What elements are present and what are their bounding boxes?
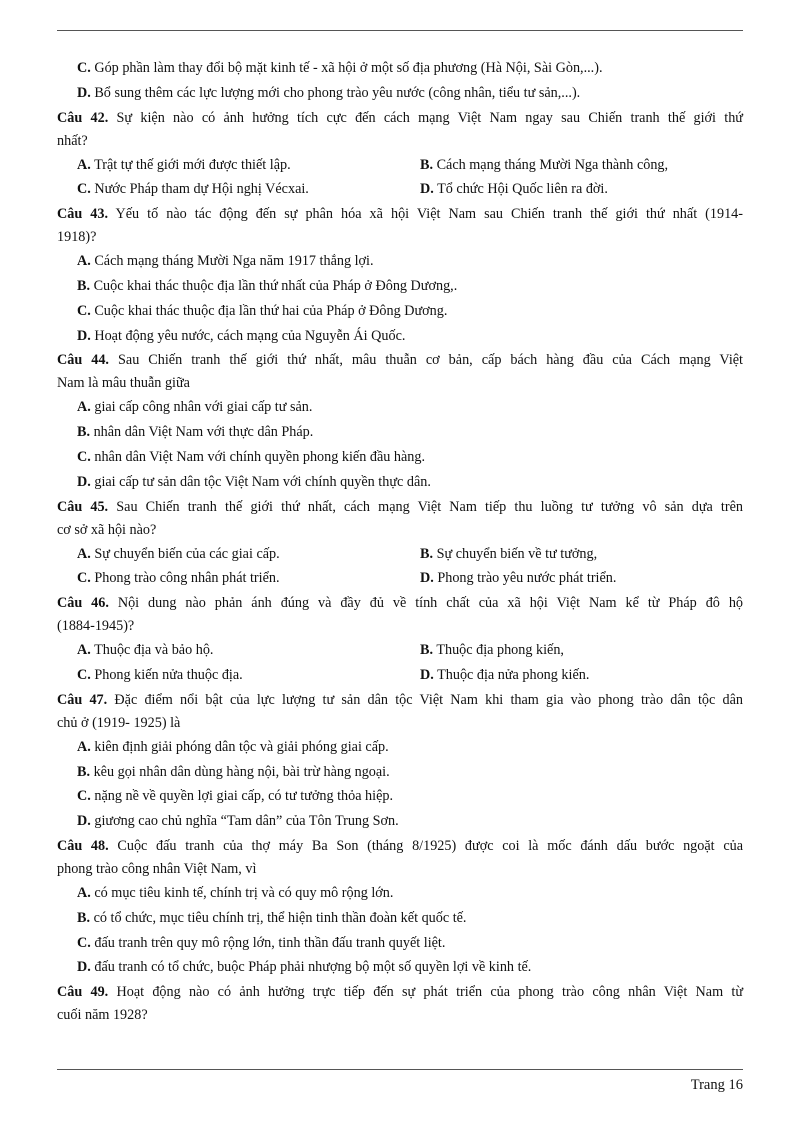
option-text: đấu tranh trên quy mô rộng lớn, tinh thần đấu tranh quyết liệt. <box>94 934 446 951</box>
answer-option <box>57 735 743 760</box>
question-stem-line <box>57 712 743 735</box>
option-text: Cách mạng tháng Mười Nga thành công, <box>436 156 669 173</box>
question-block <box>57 107 743 203</box>
option-letter: B. <box>77 424 91 441</box>
question-block <box>57 689 743 834</box>
option-letter: D. <box>420 570 434 587</box>
exam-content <box>57 56 743 1027</box>
option-row <box>57 445 743 470</box>
question-block <box>57 496 743 592</box>
question-stem-line <box>57 372 743 395</box>
option-text: Tổ chức Hội Quốc liên ra đời. <box>437 181 608 198</box>
option-letter: C. <box>77 60 91 76</box>
option-text: Sự chuyển biến về tư tưởng, <box>436 545 598 562</box>
question-number: Câu 47. <box>57 691 108 708</box>
answer-option <box>57 56 743 81</box>
question-list <box>57 107 743 1028</box>
question-text: Nội dung nào phản ánh đúng và đầy đủ về tính chất của xã hội Việt Nam kể từ Pháp đô hộ <box>117 595 744 612</box>
option-letter: C. <box>77 570 91 587</box>
question-text: phong trào công nhân Việt Nam, vì <box>57 860 257 877</box>
answer-option <box>57 931 743 956</box>
option-row <box>57 566 743 591</box>
question-text: 1918)? <box>57 229 97 246</box>
option-row <box>57 542 743 567</box>
option-row <box>57 906 743 931</box>
answer-option <box>57 81 743 106</box>
question-stem-line <box>57 858 743 881</box>
answer-option <box>57 153 400 178</box>
question-text: Sau Chiến tranh thế giới thứ nhất, cách mạng Việt Nam tiếp thu luồng tư tưởng vô sản dựa trên <box>116 498 743 515</box>
option-text: Nước Pháp tham dự Hội nghị Vécxai. <box>94 181 309 198</box>
option-row <box>57 931 743 956</box>
question-text: Đặc điểm nổi bật của lực lượng tư sản dân tộc Việt Nam khi tham gia vào phong trào dân tộc dân <box>114 691 743 708</box>
answer-option <box>57 542 400 567</box>
question-stem-line <box>57 835 743 858</box>
option-row <box>57 735 743 760</box>
option-row <box>57 638 743 663</box>
option-row <box>57 881 743 906</box>
option-text: Cuộc khai thác thuộc địa lần thứ nhất của Pháp ở Đông Dương,. <box>93 277 458 294</box>
continuation-options <box>57 56 743 106</box>
answer-option <box>57 274 743 299</box>
answer-option <box>57 177 400 202</box>
option-letter: B. <box>77 277 91 294</box>
question-block <box>57 835 743 980</box>
question-number: Câu 46. <box>57 595 109 612</box>
question-stem-line <box>57 496 743 519</box>
option-row <box>57 784 743 809</box>
option-text: có mục tiêu kinh tế, chính trị và có quy mô rộng lớn. <box>94 884 394 901</box>
option-letter: B. <box>420 545 434 562</box>
option-letter: A. <box>77 399 91 416</box>
option-row <box>57 249 743 274</box>
option-letter: B. <box>77 763 91 780</box>
question-stem-line <box>57 981 743 1004</box>
answer-option <box>57 809 743 834</box>
option-text: nhân dân Việt Nam với thực dân Pháp. <box>93 424 314 441</box>
option-text: kêu gọi nhân dân dùng hàng nội, bài trừ hàng ngoại. <box>93 763 390 780</box>
footer-rule <box>57 1069 743 1070</box>
option-row <box>57 420 743 445</box>
question-text: Nam là mâu thuẫn giữa <box>57 375 190 392</box>
answer-option <box>400 566 743 591</box>
option-letter: A. <box>77 642 91 659</box>
question-text: nhất? <box>57 132 88 149</box>
page-number: Trang 16 <box>690 1077 743 1093</box>
answer-option <box>57 881 743 906</box>
answer-option <box>57 906 743 931</box>
question-stem-line <box>57 130 743 153</box>
answer-option <box>57 638 400 663</box>
question-stem-line <box>57 349 743 372</box>
option-letter: D. <box>77 327 91 344</box>
answer-option <box>57 566 400 591</box>
question-number: Câu 43. <box>57 206 108 223</box>
answer-option <box>57 663 400 688</box>
option-row <box>57 663 743 688</box>
option-letter: C. <box>77 666 91 683</box>
option-letter: B. <box>420 156 434 173</box>
option-row <box>57 955 743 980</box>
question-number: Câu 49. <box>57 984 109 1001</box>
header-rule <box>57 30 743 31</box>
option-letter: D. <box>77 84 91 101</box>
option-row <box>57 274 743 299</box>
option-row <box>57 56 743 81</box>
option-letter: A. <box>77 545 91 562</box>
option-row <box>57 299 743 324</box>
option-row <box>57 760 743 785</box>
answer-option <box>57 249 743 274</box>
option-letter: D. <box>420 181 434 198</box>
answer-option <box>400 177 743 202</box>
question-stem-line <box>57 107 743 130</box>
question-block <box>57 592 743 688</box>
option-text: Trật tự thế giới mới được thiết lập. <box>94 156 291 173</box>
question-stem-line <box>57 689 743 712</box>
option-text: giai cấp công nhân với giai cấp tư sản. <box>94 399 313 416</box>
answer-option <box>400 638 743 663</box>
option-letter: A. <box>77 884 91 901</box>
question-stem-line <box>57 615 743 638</box>
option-text: Góp phần làm thay đổi bộ mặt kinh tế - xã hội ở một số địa phương (Hà Nội, Sài Gòn,...). <box>94 60 603 76</box>
option-letter: C. <box>77 448 91 465</box>
option-text: giương cao chủ nghĩa “Tam dân” của Tôn Trung Sơn. <box>94 813 399 830</box>
option-letter: D. <box>420 666 434 683</box>
answer-option <box>57 760 743 785</box>
answer-option <box>57 420 743 445</box>
option-letter: A. <box>77 253 91 270</box>
option-text: Phong trào yêu nước phát triển. <box>437 570 617 587</box>
question-stem-line <box>57 519 743 542</box>
option-letter: D. <box>77 813 91 830</box>
option-row <box>57 177 743 202</box>
option-text: Hoạt động yêu nước, cách mạng của Nguyễn Ái Quốc. <box>94 327 406 344</box>
question-block <box>57 203 743 348</box>
option-row <box>57 153 743 178</box>
option-letter: C. <box>77 934 91 951</box>
question-block <box>57 349 743 494</box>
question-block <box>57 981 743 1027</box>
option-text: có tổ chức, mục tiêu chính trị, thể hiện tinh thần đoàn kết quốc tế. <box>93 909 467 926</box>
option-text: kiên định giải phóng dân tộc và giải phóng giai cấp. <box>94 738 389 755</box>
answer-option <box>57 445 743 470</box>
question-text: Cuộc đấu tranh của thợ máy Ba Son (tháng 8/1925) được coi là mốc đánh dấu bước ngoặt của <box>117 837 744 854</box>
option-row <box>57 470 743 495</box>
answer-option <box>57 955 743 980</box>
answer-option <box>57 470 743 495</box>
question-stem-line <box>57 226 743 249</box>
answer-option <box>57 324 743 349</box>
option-letter: D. <box>77 473 91 490</box>
question-number: Câu 44. <box>57 352 109 369</box>
option-text: Cuộc khai thác thuộc địa lần thứ hai của Pháp ở Đông Dương. <box>94 302 448 319</box>
question-text: (1884-1945)? <box>57 618 135 635</box>
option-letter: C. <box>77 788 91 805</box>
answer-option <box>400 542 743 567</box>
option-row <box>57 395 743 420</box>
question-text: Hoạt động nào có ảnh hưởng trực tiếp đến sự phát triển của phong trào công nhân Việt Nam từ <box>116 984 744 1001</box>
question-number: Câu 42. <box>57 109 109 126</box>
option-text: Bổ sung thêm các lực lượng mới cho phong trào yêu nước (công nhân, tiểu tư sản,...). <box>94 84 581 101</box>
option-row <box>57 809 743 834</box>
option-letter: C. <box>77 181 91 198</box>
question-stem-line <box>57 1004 743 1027</box>
option-text: nhân dân Việt Nam với chính quyền phong kiến đầu hàng. <box>94 448 426 465</box>
answer-option <box>57 299 743 324</box>
option-text: giai cấp tư sản dân tộc Việt Nam với chính quyền thực dân. <box>94 473 431 490</box>
question-text: chủ ở (1919- 1925) là <box>57 714 181 731</box>
option-text: Phong trào công nhân phát triển. <box>94 570 280 587</box>
option-row <box>57 324 743 349</box>
option-letter: D. <box>77 959 91 976</box>
question-text: Sau Chiến tranh thế giới thứ nhất, mâu thuẫn cơ bản, cấp bách hàng đầu của Cách mạng Việt <box>118 352 744 369</box>
option-row <box>57 81 743 106</box>
question-number: Câu 45. <box>57 498 109 515</box>
option-letter: C. <box>77 302 91 319</box>
question-stem-line <box>57 203 743 226</box>
option-text: nặng nề về quyền lợi giai cấp, có tư tưởng thỏa hiệp. <box>94 788 394 805</box>
question-stem-line <box>57 592 743 615</box>
answer-option <box>400 663 743 688</box>
answer-option <box>57 784 743 809</box>
option-text: Thuộc địa nửa phong kiến. <box>437 666 590 683</box>
option-text: Thuộc địa và bảo hộ. <box>94 642 214 659</box>
option-letter: B. <box>420 642 434 659</box>
question-text: cơ sở xã hội nào? <box>57 521 157 538</box>
option-letter: A. <box>77 156 91 173</box>
question-text: Yếu tố nào tác động đến sự phân hóa xã hội Việt Nam sau Chiến tranh thế giới thứ nhất (1914- <box>115 206 743 223</box>
option-letter: A. <box>77 738 91 755</box>
question-text: cuối năm 1928? <box>57 1007 148 1024</box>
option-text: Thuộc địa phong kiến, <box>436 642 564 659</box>
option-text: đấu tranh có tổ chức, buộc Pháp phải nhượng bộ một số quyền lợi về kinh tế. <box>94 959 532 976</box>
answer-option <box>400 153 743 178</box>
option-text: Phong kiến nửa thuộc địa. <box>94 666 243 683</box>
question-text: Sự kiện nào có ảnh hưởng tích cực đến cách mạng Việt Nam ngay sau Chiến tranh thế giới thứ <box>116 109 743 126</box>
option-text: Sự chuyển biến của các giai cấp. <box>94 545 280 562</box>
answer-option <box>57 395 743 420</box>
question-number: Câu 48. <box>57 837 109 854</box>
option-text: Cách mạng tháng Mười Nga năm 1917 thắng lợi. <box>94 253 374 270</box>
option-letter: B. <box>77 909 91 926</box>
